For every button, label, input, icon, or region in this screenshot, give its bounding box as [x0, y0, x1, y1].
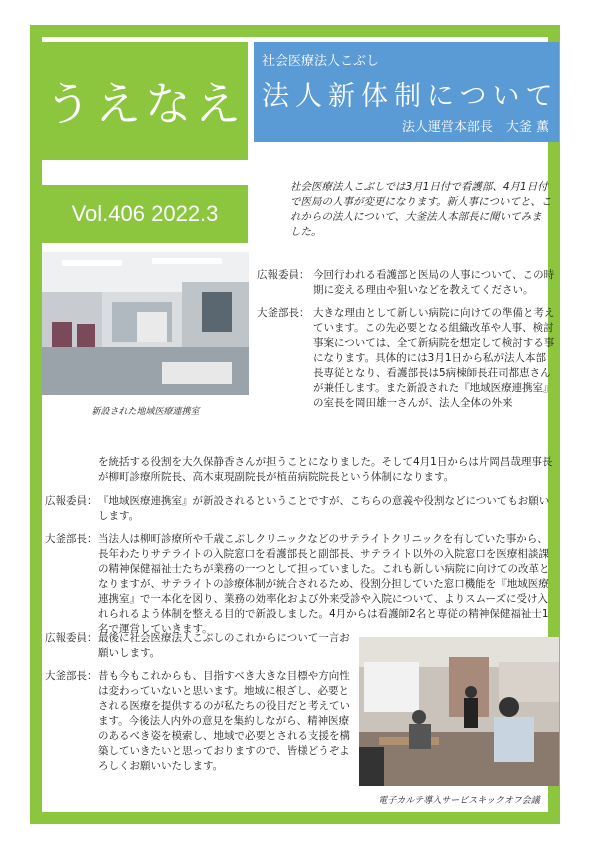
q3-speaker: 広報委員：	[45, 632, 98, 644]
volume-box	[42, 185, 248, 243]
a1-text-part2: を統括する役割を大久保静香さんが担うことになりました。そして4月1日からは片岡昌哉理事長が柳町診療所院長、高木東現副院長が植苗病院院長という体制になります。	[98, 456, 553, 483]
q2-speaker: 広報委員：	[45, 495, 98, 507]
org-name: 社会医療法人こぶし	[262, 54, 380, 69]
article-header	[254, 42, 559, 142]
newsletter-name: うえなえ	[45, 77, 245, 131]
article-author: 法人運営本部長 大釜 薫	[401, 120, 549, 135]
a2-text: 当法人は柳町診療所や千歳こぶしクリニックなどのサテライトクリニックを有していた事から、長年わたりサテライトの入院窓口を看護部長と副部長、サテライト以外の入院窓口を医療相談課の精神保健福祉士たちが業務の一つとして担っていました。これも新しい病院に向けての改革となりますが、サテライトの診療体制が統合されるため、役割分担していた窓口機能を『地域医療連携室』で一本化を図り、業務の効率化および外来受診や入院について、よりスムーズに受け入れられるよう体制を整える目的で新設しました。4月からは看護師2名と専従の精神保健福祉士1名で運営していきます。	[98, 533, 550, 635]
q3-text: 最後に社会医療法人こぶしのこれからについて一言お願いします。	[98, 632, 350, 659]
a2-speaker: 大釜部長：	[45, 533, 98, 545]
article-title: 法人新体制について	[262, 81, 559, 112]
a3-text: 昔も今もこれからも、目指すべき大きな目標や方向性は変わっていないと思います。地域に根ざし、必要とされる医療を提供するのが私たちの役目だと考えています。今後法人内外の意見を集約しながら、精神医療のあるべき姿を模索し、地域で必要とされる支援を構築していきたいと思っておりますので、皆様どうぞよろしくお願いいたします。	[98, 670, 350, 772]
meeting-photo	[359, 637, 559, 786]
newsletter-title-box	[42, 42, 248, 160]
q1-text: 今回行われる看護部と医局の人事について、この時期に変える理由や狙いなどを教えてください。	[313, 269, 555, 296]
intro-text: 社会医療法人こぶしでは3月1日付で看護部、4月1日付で医局の人事が変更になります。新人事についてと、これからの法人について、大釜法人本部長に聞いてみました。	[290, 181, 552, 238]
office-photo	[42, 252, 249, 395]
photo1-caption: 新設された地域医療連携室	[91, 407, 200, 417]
q1-speaker: 広報委員：	[257, 269, 310, 281]
a3-speaker: 大釜部長：	[45, 670, 98, 682]
a1-text-part1: 大きな理由として新しい病院に向けての準備と考えています。この先必要となる組織改革や人事、検討事案については、全て新病院を想定して検討する事になります。具体的には3月1日から私が法人本部長専従となり、看護部長は5病棟師長荘司都恵さんが兼任します。また新設された『地域医療連携室』の室長を岡田雄一さんが、法人全体の外来	[313, 307, 555, 409]
q2-text: 『地域医療連携室』が新設されるということですが、こちらの意義や役割などについてもお願いします。	[98, 495, 550, 522]
photo2-caption: 電子カルテ導入サービスキックオフ会議	[378, 796, 540, 806]
a1-speaker: 大釜部長：	[257, 307, 310, 319]
volume-label: Vol.406 2022.3	[71, 201, 219, 226]
